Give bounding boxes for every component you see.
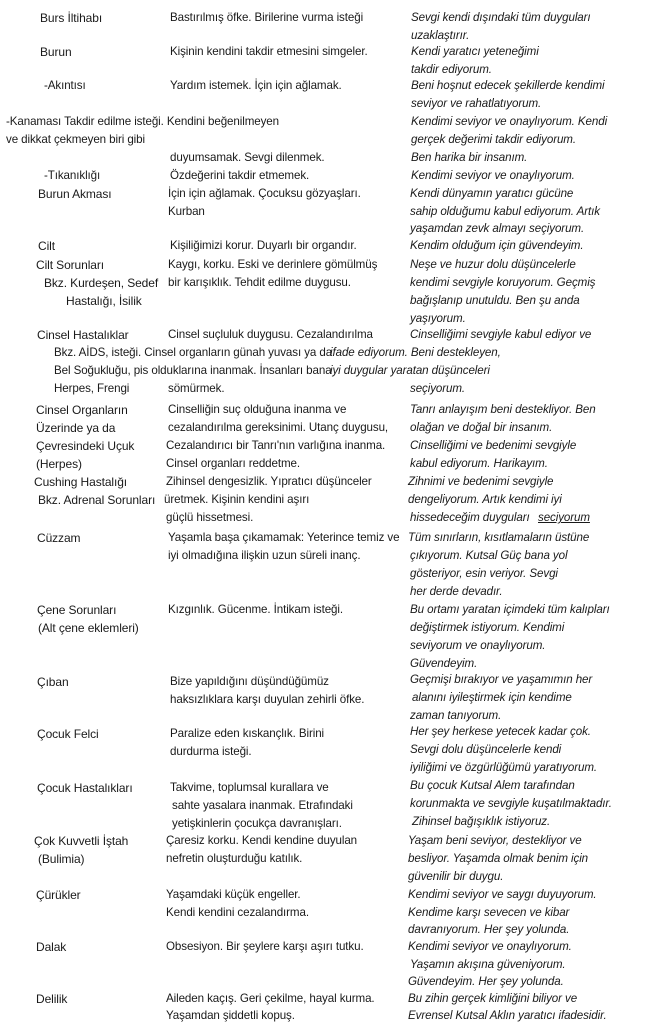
text-line: Kişinin kendini takdir etmesini simgeler. <box>170 45 368 58</box>
text-line: Cinsel Organların <box>36 403 128 417</box>
text-line: Kendi yaratıcı yeteneğimi <box>411 45 539 58</box>
text-line: -Akıntısı <box>44 79 86 92</box>
text-line: bağışlanıp unutuldu. Ben şu anda <box>410 294 580 307</box>
text-line: Burun <box>40 45 72 59</box>
text-line: Bkz. Adrenal Sorunları <box>38 493 156 507</box>
text-line: Çok Kuvvetli İştah <box>34 834 129 848</box>
text-line: -Kanaması Takdir edilme isteği. Kendini beğenilmeyen <box>6 115 279 128</box>
text-line: Tüm sınırların, kısıtlamaların üstüne <box>408 531 590 544</box>
text-line: iyiliğimi ve özgürlüğümü yaratıyorum. <box>410 761 598 774</box>
text-line: Tanrı anlayışım beni destekliyor. Ben <box>410 403 596 416</box>
text-line: Kendime karşı sevecen ve kibar <box>408 906 570 919</box>
text-line: ve dikkat çekmeyen biri gibi <box>6 133 145 146</box>
text-line: Sevgi dolu düşüncelerle kendi <box>410 743 562 756</box>
text-line: sömürmek. <box>168 382 225 395</box>
text-line: Bastırılmış öfke. Birilerine vurma isteği <box>170 11 364 24</box>
text-line: bir karışıklık. Tehdit edilme duygusu. <box>168 276 351 289</box>
text-line: Takvime, toplumsal kurallara ve <box>170 781 329 794</box>
text-line: Sevgi kendi dışındaki tüm duyguları <box>411 11 591 24</box>
text-line: yetişkinlerin çocukça davranışları. <box>172 817 342 830</box>
text-line: Bel Soğukluğu, pis olduklarına inanmak. İnsanları bana <box>54 364 332 377</box>
text-line: seçiyorum. <box>410 382 466 395</box>
text-line: duyumsamak. Sevgi dilenmek. <box>170 151 325 164</box>
text-line: Cinsel organları reddetme. <box>166 457 301 470</box>
text-line: (Alt çene eklemleri) <box>38 621 139 635</box>
text-line: Kendi dünyamın yaratıcı gücüne <box>410 187 574 200</box>
text-line: Çıban <box>37 675 69 689</box>
text-line: durdurma isteği. <box>170 745 252 758</box>
text-line: gösteriyor, esin veriyor. Sevgi <box>410 567 558 580</box>
text-line: İçin için ağlamak. Çocuksu gözyaşları. <box>168 187 361 200</box>
text-line: Cushing Hastalığı <box>34 475 128 489</box>
text-line: Beni hoşnut edecek şekillerde kendimi <box>411 79 605 92</box>
text-line: Kendimi seviyor ve onaylıyorum. Kendi <box>411 115 608 128</box>
text-line: Geçmişi bırakıyor ve yaşamımın her <box>410 673 593 686</box>
text-line: Her şey herkese yetecek kadar çok. <box>410 725 591 738</box>
text-line: Zihinsel dengesizlik. Yıpratıcı düşünceler <box>166 475 372 488</box>
text-line: Yardım istemek. İçin için ağlamak. <box>170 79 342 92</box>
text-line: Bu zihin gerçek kimliğini biliyor ve <box>408 992 578 1005</box>
text-line: olağan ve doğal bir insanım. <box>410 421 553 434</box>
text-line: Bkz. AİDS, isteği. Cinsel organların günah yuvası ya da <box>54 346 333 359</box>
text-line: korunmakta ve sevgiyle kuşatılmaktadır. <box>410 797 612 810</box>
text-line: Kurban <box>168 205 205 218</box>
text-line: Evrensel Kutsal Aklın yaratıcı ifadesidir. <box>408 1009 607 1022</box>
text-line: sahte yasalara inanmak. Etrafındaki <box>172 799 353 812</box>
text-line: Çocuk Hastalıkları <box>37 781 133 795</box>
text-line: Özdeğerini takdir etmemek. <box>170 169 310 182</box>
text-line: ifade ediyorum. Beni destekleyen, <box>330 346 501 359</box>
text-line: güvenilir bir duygu. <box>408 870 504 883</box>
text-line: Paralize eden kıskançlık. Birini <box>170 727 325 740</box>
text-line: uzaklaştırır. <box>411 29 470 42</box>
text-line: Çaresiz korku. Kendi kendine duyulan <box>166 834 358 847</box>
text-line: dengeliyorum. Artık kendimi iyi <box>408 493 562 506</box>
text-line: Kişiliğimizi korur. Duyarlı bir organdır. <box>170 239 357 252</box>
text-line: Cinsel suçluluk duygusu. Cezalandırılma <box>168 328 373 341</box>
text-line: Bize yapıldığını düşündüğümüz <box>170 675 329 688</box>
text-line: Zihnimi ve bedenimi sevgiyle <box>408 475 554 488</box>
text-line: Kızgınlık. Gücenme. İntikam isteği. <box>168 603 343 616</box>
text-line: takdir ediyorum. <box>411 63 492 76</box>
text-line: sahip olduğumu kabul ediyorum. Artık <box>410 205 600 218</box>
text-line: Çevresindeki Uçuk <box>36 439 135 453</box>
text-line: Yaşamın akışına güveniyorum. <box>410 958 566 971</box>
text-line: gerçek değerimi takdir ediyorum. <box>411 133 576 146</box>
text-line: Bkz. Kurdeşen, Sedef <box>44 276 159 290</box>
text-line: nefretin oluşturduğu katılık. <box>166 852 303 865</box>
text-line: Çocuk Felci <box>37 727 99 741</box>
text-line: Cinsel Hastalıklar <box>37 328 129 342</box>
text-line: Hastalığı, İsilik <box>66 294 142 308</box>
text-line: kendimi sevgiyle koruyorum. Geçmiş <box>410 276 596 289</box>
text-line: Üzerinde ya da <box>36 421 116 435</box>
text-line: cezalandırılma gereksinimi. Utanç duygusu, <box>168 421 389 434</box>
text-line: değiştirmek istiyorum. Kendimi <box>410 621 565 634</box>
text-line: Cinselliğimi sevgiyle kabul ediyor ve <box>410 328 592 341</box>
text-line: iyi olmadığına ilişkin uzun süreli inanç. <box>168 549 361 562</box>
text-line: Yaşam beni seviyor, destekliyor ve <box>408 834 582 847</box>
text-line: Kaygı, korku. Eski ve derinlere gömülmüş <box>168 258 378 271</box>
text-line: haksızlıklara karşı duyulan zehirli öfke. <box>170 693 365 706</box>
text-line: besliyor. Yaşamda olmak benim için <box>408 852 589 865</box>
text-line: iyi duygular yaratan düşünceleri <box>330 364 490 377</box>
text-line: Burs İltihabı <box>40 11 103 25</box>
text-line: kabul ediyorum. Harikayım. <box>410 457 548 470</box>
text-line: üretmek. Kişinin kendini aşırı <box>164 493 310 506</box>
text-line: Cüzzam <box>37 531 81 545</box>
text-line: Obsesiyon. Bir şeylere karşı aşırı tutku. <box>166 940 364 953</box>
text-line: Bu ortamı yaratan içimdeki tüm kalıpları <box>410 603 610 616</box>
text-line: her derde devadır. <box>410 585 503 598</box>
text-line: (Herpes) <box>36 457 82 471</box>
text-line: Herpes, Frengi <box>54 382 130 395</box>
text-line: Aileden kaçış. Geri çekilme, hayal kurma. <box>166 992 375 1005</box>
text-line: Güvendeyim. Her şey yolunda. <box>408 975 564 988</box>
text-line: Güvendeyim. <box>410 657 478 670</box>
text-line: Cilt Sorunları <box>36 258 104 272</box>
text-line: seviyor ve rahatlatıyorum. <box>411 97 542 110</box>
text-line: Dalak <box>36 940 67 954</box>
text-line: yaşıyorum. <box>410 312 466 325</box>
text-line: Kendimi seviyor ve onaylıyorum. <box>411 169 575 182</box>
text-line: Kendimi seviyor ve onaylıyorum. <box>408 940 572 953</box>
text-line: Yaşamla başa çıkamamak: Yeterince temiz ve <box>168 531 400 544</box>
text-line: Neşe ve huzur dolu düşüncelerle <box>410 258 576 271</box>
text-line: Yaşamdan şiddetli kopuş. <box>166 1009 295 1022</box>
text-line: seciyorum <box>538 511 590 524</box>
text-line: Kendimi seviyor ve saygı duyuyorum. <box>408 888 597 901</box>
text-line: güçlü hissetmesi. <box>166 511 254 524</box>
text-line: Burun Akması <box>38 187 112 201</box>
text-line: davranıyorum. Her şey yolunda. <box>408 923 570 936</box>
text-line: Cezalandırıcı bir Tanrı'nın varlığına inanma. <box>166 439 386 452</box>
text-line: Zihinsel bağışıklık istiyoruz. <box>412 815 551 828</box>
text-line: Bu çocuk Kutsal Alem tarafından <box>410 779 575 792</box>
text-line: seviyorum ve onaylıyorum. <box>410 639 546 652</box>
text-line: çıkıyorum. Kutsal Güç bana yol <box>410 549 568 562</box>
text-line: Cilt <box>38 239 55 253</box>
text-line: Cinselliğimi ve bedenimi sevgiyle <box>410 439 577 452</box>
text-line: Çene Sorunları <box>37 603 117 617</box>
text-line: hissedeceğim duyguları <box>410 511 530 524</box>
text-line: Cinselliğin suç olduğuna inanma ve <box>168 403 347 416</box>
text-line: Çürükler <box>36 888 81 902</box>
text-line: Delilik <box>36 992 68 1006</box>
text-line: zaman tanıyorum. <box>410 709 502 722</box>
text-line: Ben harika bir insanım. <box>411 151 528 164</box>
text-line: -Tıkanıklığı <box>44 169 101 182</box>
text-line: Kendim olduğum için güvendeyim. <box>410 239 584 252</box>
text-line: Yaşamdaki küçük engeller. <box>166 888 301 901</box>
text-line: alanını iyileştirmek için kendime <box>412 691 572 704</box>
text-line: yaşamdan zevk almayı seçiyorum. <box>410 222 585 235</box>
text-line: (Bulimia) <box>38 852 85 866</box>
text-line: Kendi kendini cezalandırma. <box>166 906 309 919</box>
